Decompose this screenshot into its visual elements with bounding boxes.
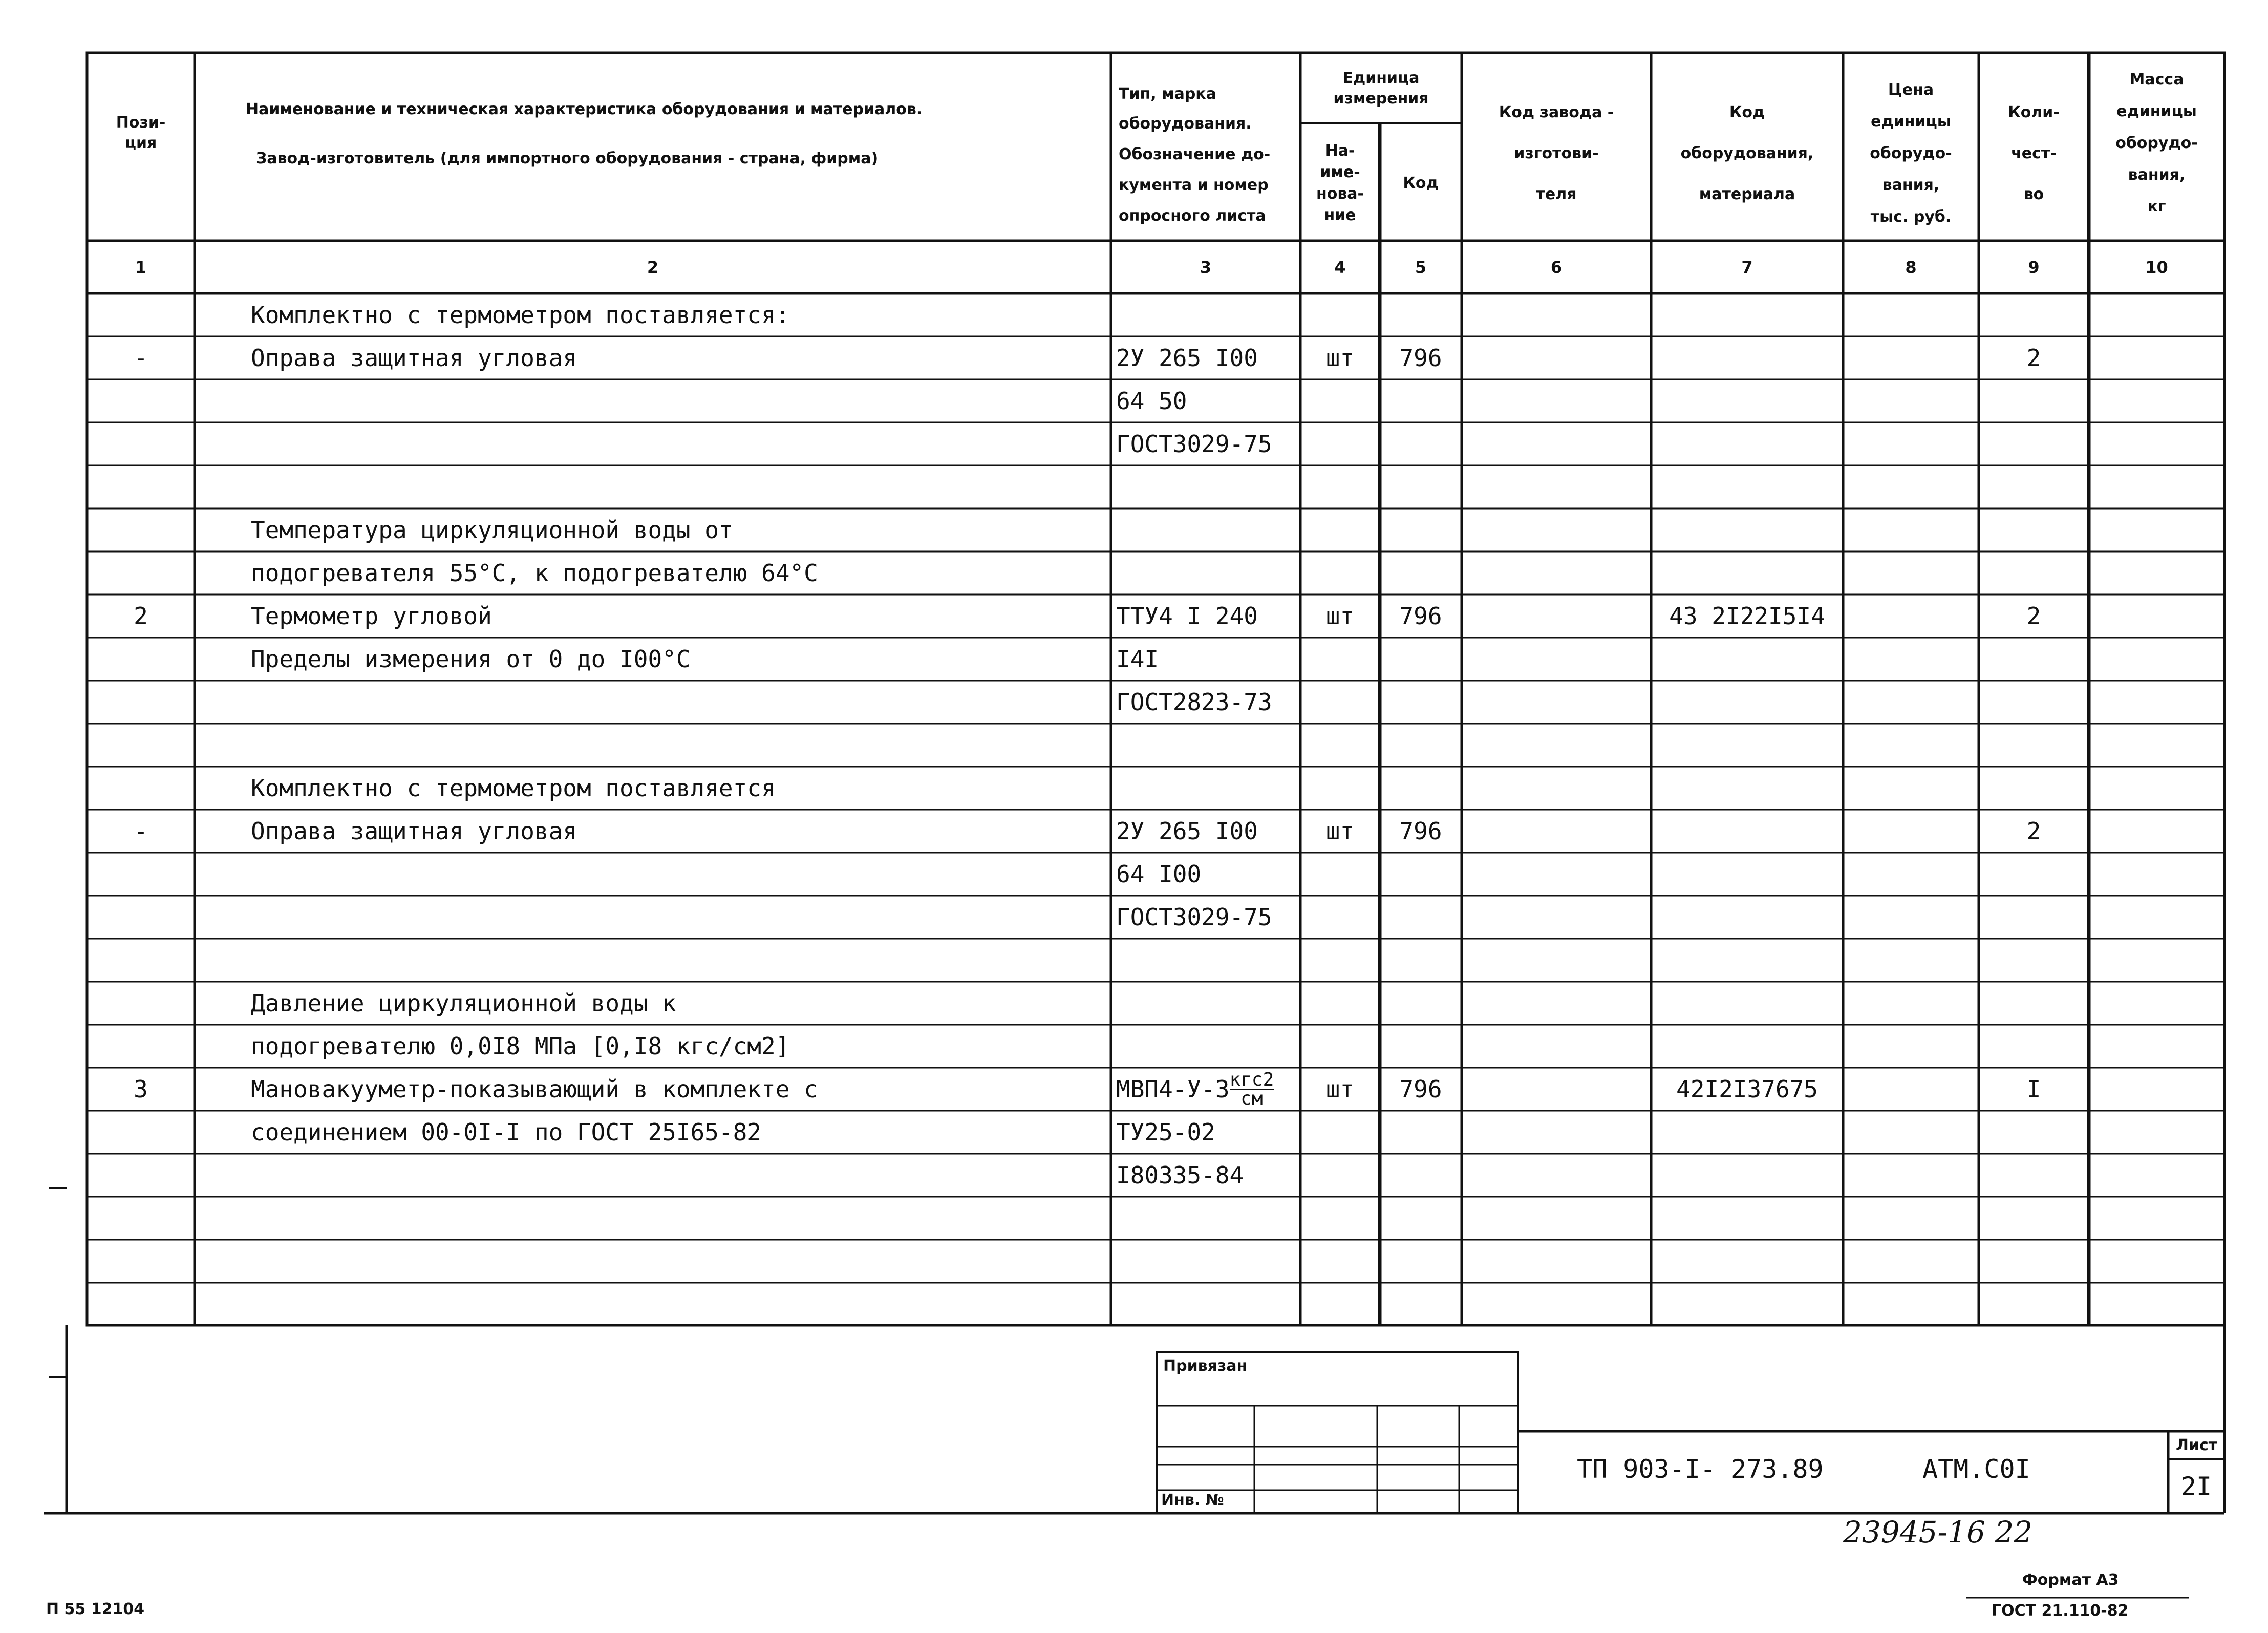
- header-text: Код: [1729, 103, 1765, 121]
- cell-code: [1380, 939, 1462, 982]
- header-text: кг: [2147, 198, 2166, 216]
- cell-name: [251, 379, 1106, 422]
- header-mass: [2089, 61, 2224, 225]
- cell-name: Оправа защитная угловая: [251, 344, 577, 372]
- cell-qty: [1979, 422, 2089, 465]
- cell-qty: 2: [2026, 602, 2041, 630]
- cell-code: [1380, 982, 1462, 1025]
- cell-name: [251, 422, 1106, 465]
- cell-pos: -: [134, 817, 148, 845]
- cell-pos: [87, 724, 195, 767]
- cell-name: Комплектно с термометром поставляется: [251, 774, 776, 802]
- cell-unit: [1300, 853, 1380, 896]
- cell-code: 796: [1399, 817, 1442, 845]
- cell-pos: [87, 896, 195, 939]
- cell-type: 2У 265 I00: [1116, 344, 1258, 372]
- cell-pos: [87, 1025, 195, 1068]
- cell-unit: [1300, 508, 1380, 552]
- column-number: 7: [1741, 257, 1753, 277]
- header-text: материала: [1699, 185, 1795, 203]
- cell-equip: [1651, 336, 1843, 379]
- header-text: Тип, марка: [1119, 85, 1216, 103]
- cell-type: [1116, 293, 1300, 336]
- cell-type: 2У 265 I00: [1116, 817, 1258, 845]
- header-factory-code: [1462, 82, 1651, 225]
- cell-qty: [1979, 896, 2089, 939]
- cell-pos: [87, 1283, 195, 1326]
- cell-equip: [1651, 810, 1843, 853]
- cell-type: 64 I00: [1116, 860, 1202, 888]
- format-label: Формат А3: [2022, 1571, 2119, 1589]
- cell-qty: [1979, 853, 2089, 896]
- cell-code: 796: [1399, 1075, 1442, 1103]
- cell-type: I80335-84: [1116, 1161, 1244, 1189]
- cell-equip: [1651, 293, 1843, 336]
- header-text: На-: [1325, 141, 1355, 160]
- header-text: Масса: [2129, 71, 2184, 89]
- cell-equip: [1651, 681, 1843, 724]
- cell-code: [1380, 293, 1462, 336]
- header-quantity: [1979, 82, 2089, 225]
- cell-name: соединением 00-0I-I по ГОСТ 25I65-82: [251, 1118, 761, 1146]
- cell-code: [1380, 1283, 1462, 1326]
- cell-name: [251, 896, 1106, 939]
- cell-type: [1116, 767, 1300, 810]
- cell-name: [251, 465, 1106, 508]
- cell-qty: [1979, 508, 2089, 552]
- cell-pos: [87, 508, 195, 552]
- header-text: кумента и номер: [1119, 176, 1269, 194]
- type-text: МВП4-У-3: [1116, 1075, 1230, 1103]
- sheet-label: Лист: [2176, 1436, 2218, 1454]
- header-text: нова-: [1316, 184, 1364, 203]
- cell-unit: [1300, 379, 1380, 422]
- cell-code: [1380, 724, 1462, 767]
- cell-type: ТТУ4 I 240: [1116, 602, 1258, 630]
- cell-name: Пределы измерения от 0 до I00°С: [251, 645, 691, 673]
- header-position: [87, 102, 195, 164]
- cell-type: [1116, 1240, 1300, 1283]
- cell-pos: [87, 939, 195, 982]
- cell-unit: [1300, 552, 1380, 595]
- cell-code: 796: [1399, 344, 1442, 372]
- column-number: 3: [1200, 257, 1212, 277]
- cell-qty: I: [2026, 1075, 2041, 1103]
- cell-type: [1116, 508, 1300, 552]
- cell-code: [1380, 552, 1462, 595]
- cell-equip: [1651, 767, 1843, 810]
- column-number: 9: [2028, 257, 2040, 277]
- cell-pos: -: [134, 344, 148, 372]
- document-mark: АТМ.С0I: [1922, 1454, 2030, 1484]
- cell-equip: [1651, 896, 1843, 939]
- cell-equip: [1651, 982, 1843, 1025]
- column-number: 2: [647, 257, 659, 277]
- cell-unit: [1300, 681, 1380, 724]
- stamp-privyazan: Привязан: [1163, 1357, 1248, 1375]
- column-number: 6: [1550, 257, 1563, 277]
- cell-code: [1380, 1025, 1462, 1068]
- cell-type: [1116, 1197, 1300, 1240]
- cell-qty: [1979, 939, 2089, 982]
- column-number: 4: [1334, 257, 1346, 277]
- cell-code: [1380, 422, 1462, 465]
- fraction-numerator: кгс2: [1229, 1069, 1274, 1090]
- cell-qty: [1979, 1283, 2089, 1326]
- cell-unit: шт: [1325, 817, 1355, 845]
- header-text: изготови-: [1514, 144, 1599, 162]
- header-text: оборудо-: [2115, 134, 2198, 152]
- cell-qty: [1979, 767, 2089, 810]
- header-unit-group: [1300, 56, 1462, 120]
- cell-pos: [87, 552, 195, 595]
- handwritten-number: 23945-16 22: [1843, 1515, 2033, 1550]
- cell-code: [1380, 379, 1462, 422]
- cell-pos: [87, 767, 195, 810]
- cell-name: [251, 1283, 1106, 1326]
- cell-qty: [1979, 1111, 2089, 1154]
- cell-equip: [1651, 1240, 1843, 1283]
- cell-unit: шт: [1325, 602, 1355, 630]
- header-text: измерения: [1333, 89, 1429, 108]
- column-number: 8: [1905, 257, 1917, 277]
- cell-unit: [1300, 939, 1380, 982]
- cell-equip: [1651, 552, 1843, 595]
- cell-equip: [1651, 422, 1843, 465]
- cell-code: [1380, 638, 1462, 681]
- cell-name: Оправа защитная угловая: [251, 817, 577, 845]
- cell-type: ТУ25-02: [1116, 1118, 1215, 1146]
- column-number: 5: [1415, 257, 1427, 277]
- cell-type: 64 50: [1116, 387, 1187, 415]
- cell-unit: [1300, 1240, 1380, 1283]
- cell-pos: [87, 1111, 195, 1154]
- cell-equip: 42I2I37675: [1676, 1075, 1818, 1103]
- cell-pos: [87, 982, 195, 1025]
- cell-pos: [87, 422, 195, 465]
- cell-name: [251, 1240, 1106, 1283]
- cell-type: [1116, 939, 1300, 982]
- cell-equip: [1651, 724, 1843, 767]
- cell-qty: 2: [2026, 817, 2041, 845]
- cell-code: [1380, 767, 1462, 810]
- cell-qty: [1979, 1240, 2089, 1283]
- cell-pos: [87, 1154, 195, 1197]
- sheet-number: 2I: [2180, 1471, 2212, 1501]
- header-text: вания,: [1882, 176, 1940, 194]
- unit-fraction: [1230, 1071, 1274, 1108]
- cell-unit: [1300, 465, 1380, 508]
- cell-name: Термометр угловой: [251, 602, 492, 630]
- cell-type: [1116, 465, 1300, 508]
- header-text: Код завода -: [1499, 103, 1614, 121]
- cell-equip: [1651, 508, 1843, 552]
- header-type: [1119, 77, 1295, 234]
- cell-name: Температура циркуляционной воды от: [251, 516, 733, 544]
- cell-code: [1380, 896, 1462, 939]
- cell-pos: [87, 293, 195, 336]
- cell-equip: [1651, 638, 1843, 681]
- cell-code: [1380, 1197, 1462, 1240]
- column-number: 1: [135, 257, 147, 277]
- header-text: ция: [124, 134, 157, 152]
- header-text: опросного листа: [1119, 207, 1266, 225]
- cell-qty: [1979, 982, 2089, 1025]
- cell-qty: [1979, 552, 2089, 595]
- cell-name: [251, 939, 1106, 982]
- cell-qty: [1979, 638, 2089, 681]
- header-text: оборудо-: [1870, 144, 1952, 162]
- cell-type: [1116, 1068, 1300, 1111]
- cell-pos: [87, 853, 195, 896]
- document-code: ТП 903-I- 273.89: [1577, 1454, 1824, 1484]
- cell-qty: [1979, 681, 2089, 724]
- cell-name: [251, 1197, 1106, 1240]
- header-text: Единица: [1342, 69, 1420, 87]
- header-text: Пози-: [116, 114, 166, 132]
- cell-type: ГОСТ2823-73: [1116, 688, 1272, 716]
- cell-qty: [1979, 724, 2089, 767]
- cell-qty: [1979, 1197, 2089, 1240]
- cell-equip: [1651, 939, 1843, 982]
- cell-unit: [1300, 1154, 1380, 1197]
- cell-unit: [1300, 1197, 1380, 1240]
- column-number: 10: [2145, 257, 2168, 277]
- cell-equip: [1651, 1111, 1843, 1154]
- cell-qty: [1979, 1025, 2089, 1068]
- header-text: чест-: [2011, 144, 2057, 162]
- cell-equip: [1651, 1154, 1843, 1197]
- cell-name: подогревателя 55°С, к подогревателю 64°С: [251, 559, 818, 587]
- cell-name: Давление циркуляционной воды к: [251, 989, 676, 1017]
- cell-type: ГОСТ3029-75: [1116, 903, 1272, 931]
- cell-unit: [1300, 724, 1380, 767]
- header-text: во: [2023, 185, 2044, 203]
- cell-type: ГОСТ3029-75: [1116, 430, 1272, 458]
- cell-equip: [1651, 465, 1843, 508]
- stamp-inv-no: Инв. №: [1161, 1491, 1224, 1509]
- cell-type: I4I: [1116, 645, 1159, 673]
- cell-equip: [1651, 1197, 1843, 1240]
- cell-equip: [1651, 1283, 1843, 1326]
- cell-type: [1116, 724, 1300, 767]
- left-code: П 55 12104: [46, 1600, 145, 1618]
- header-text: Коли-: [2008, 103, 2060, 121]
- cell-code: [1380, 1111, 1462, 1154]
- cell-name: [251, 1154, 1106, 1197]
- cell-code: [1380, 853, 1462, 896]
- cell-unit: шт: [1325, 1075, 1355, 1103]
- cell-type: [1116, 1025, 1300, 1068]
- cell-code: [1380, 508, 1462, 552]
- cell-unit: [1300, 1283, 1380, 1326]
- cell-unit: [1300, 982, 1380, 1025]
- cell-name: подогревателю 0,0I8 МПа [0,I8 кгс/см2]: [251, 1032, 790, 1060]
- cell-name: Мановакууметр-показывающий в комплекте с: [251, 1075, 818, 1103]
- header-text: ние: [1324, 206, 1356, 224]
- cell-qty: [1979, 465, 2089, 508]
- header-text: Цена: [1888, 81, 1934, 99]
- cell-pos: [87, 1240, 195, 1283]
- cell-pos: [87, 465, 195, 508]
- cell-name: [251, 681, 1106, 724]
- cell-type: [1116, 552, 1300, 595]
- cell-unit: [1300, 1025, 1380, 1068]
- cell-type: [1116, 1283, 1300, 1326]
- cell-unit: [1300, 638, 1380, 681]
- cell-equip: 43 2I22I5I4: [1669, 602, 1825, 630]
- cell-name: Комплектно с термометром поставляется:: [251, 301, 790, 329]
- cell-type: [1116, 982, 1300, 1025]
- cell-pos: [87, 638, 195, 681]
- cell-qty: [1979, 293, 2089, 336]
- cell-equip: [1651, 1025, 1843, 1068]
- cell-unit: [1300, 293, 1380, 336]
- header-unit-name: [1300, 128, 1380, 238]
- cell-equip: [1651, 379, 1843, 422]
- cell-unit: шт: [1325, 344, 1355, 372]
- cell-unit: [1300, 767, 1380, 810]
- header-text: име-: [1320, 163, 1360, 181]
- cell-qty: [1979, 1154, 2089, 1197]
- cell-code: [1380, 1154, 1462, 1197]
- header-text: единицы: [1871, 113, 1951, 131]
- header-text: оборудования,: [1680, 144, 1814, 162]
- cell-unit: [1300, 422, 1380, 465]
- fraction-denominator: см: [1240, 1088, 1263, 1109]
- cell-pos: 2: [134, 602, 148, 630]
- cell-pos: [87, 681, 195, 724]
- header-price: [1843, 72, 1979, 236]
- header-name-line1: Наименование и техническая характеристика оборудования и материалов.: [246, 100, 923, 118]
- cell-code: [1380, 681, 1462, 724]
- header-text: вания,: [2128, 166, 2186, 184]
- cell-code: [1380, 465, 1462, 508]
- cell-code: 796: [1399, 602, 1442, 630]
- gost-label: ГОСТ 21.110-82: [1992, 1602, 2129, 1620]
- cell-pos: 3: [134, 1075, 148, 1103]
- cell-name: [251, 853, 1106, 896]
- cell-pos: [87, 379, 195, 422]
- header-text: тыс. руб.: [1870, 208, 1952, 226]
- header-name-line2: Завод-изготовитель (для импортного оборудования - страна, фирма): [256, 150, 879, 167]
- cell-qty: 2: [2026, 344, 2041, 372]
- header-text: оборудования.: [1119, 115, 1252, 133]
- header-text: теля: [1536, 185, 1577, 203]
- header-unit-code: [1380, 128, 1462, 238]
- cell-code: [1380, 1240, 1462, 1283]
- header-text: единицы: [2116, 102, 2197, 120]
- cell-equip: [1651, 853, 1843, 896]
- header-text: Обозначение до-: [1119, 145, 1271, 163]
- cell-qty: [1979, 379, 2089, 422]
- cell-unit: [1300, 1111, 1380, 1154]
- cell-pos: [87, 1197, 195, 1240]
- header-equipment-code: [1651, 82, 1843, 225]
- cell-unit: [1300, 896, 1380, 939]
- header-text: Код: [1403, 174, 1439, 192]
- cell-name: [251, 724, 1106, 767]
